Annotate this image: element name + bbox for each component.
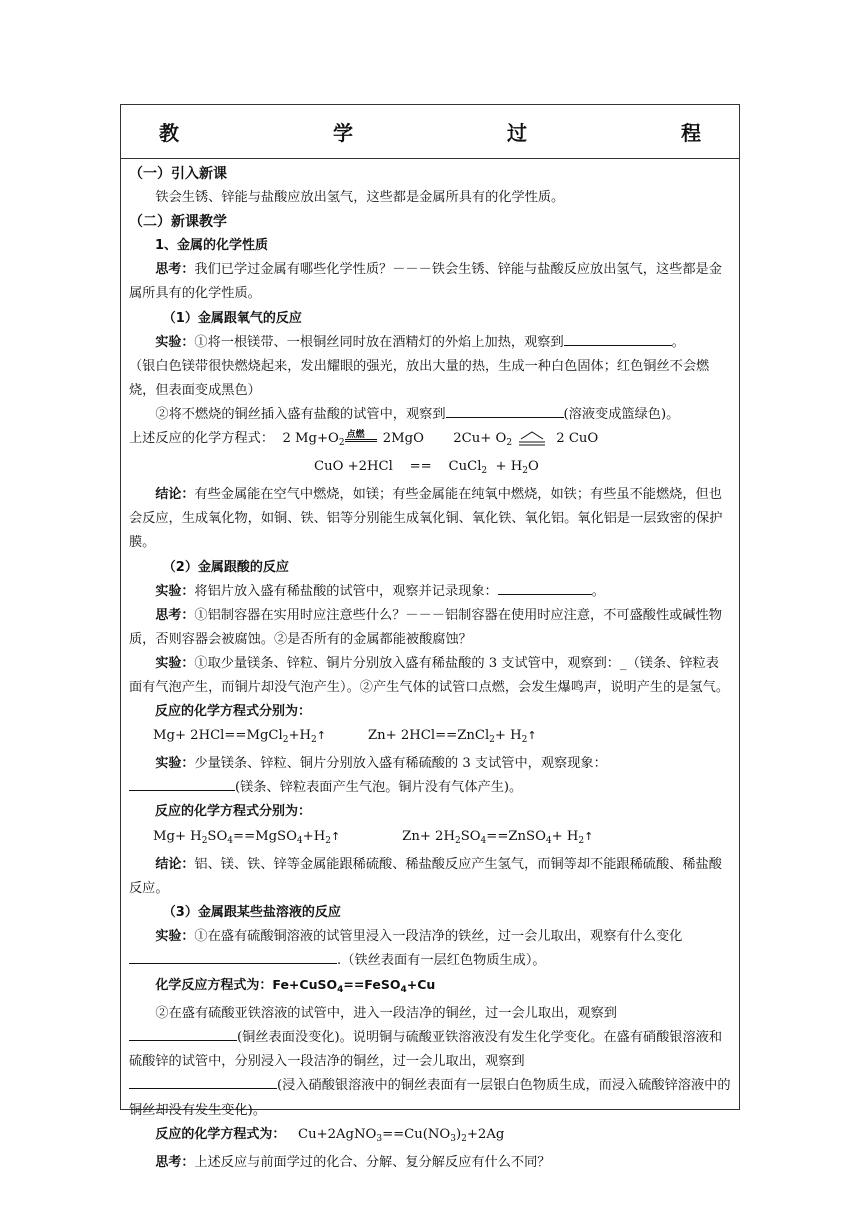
equation-row-4 [129, 825, 731, 853]
think-paragraph-1 [129, 258, 731, 306]
intro-text: 铁会生锈、锌能与盐酸应放出氢气，这些都是金属所具有的化学性质。 [155, 190, 565, 206]
equation-mg-o2 [282, 429, 424, 449]
eq-part: 2Cu+ O [453, 431, 507, 447]
eq-part: CuCl [448, 459, 482, 475]
experiment-4-answer [129, 776, 731, 800]
equation-row-5 [129, 973, 731, 1002]
equation-cu-o2 [453, 431, 599, 449]
conclusion-2 [129, 853, 731, 901]
equation-row-3 [129, 724, 731, 752]
think-text: ①铝制容器在实用时应注意些什么？－－－铝制容器在使用时应注意，不可盛酸性或碱性物质，否则容器会被腐蚀。②是否所有的金属都能被酸腐蚀？ [129, 607, 722, 647]
answer-blank [129, 776, 235, 791]
experiment-text: 将铝片放入盛有稀盐酸的试管中，观察并记录现象： [194, 583, 498, 599]
subscript: 2 [461, 1133, 467, 1144]
gas-arrow-icon: ↑ [316, 729, 326, 743]
title-row [121, 105, 739, 159]
answer-blank [129, 1026, 237, 1041]
section-heading-new: （二）新课教学 [129, 214, 227, 231]
think-text: 上述反应与前面学过的化合、分解、复分解反应有什么不同？ [194, 1154, 551, 1170]
eq-part: SO [207, 828, 228, 844]
ignite-condition [345, 429, 379, 446]
eq-part: 2 CuO [556, 431, 599, 447]
experiment-text: ①取少量镁条、锌粒、铜片分别放入盛有稀盐酸的 3 支试管中，观察到：_（镁条、锌粒表面有气泡产生，而铜片却没气泡产生）。②产生气体的试管口点燃，会发生爆鸣声，说明产生的是氢气。 [129, 655, 730, 695]
equation-label: 反应的化学方程式为： [155, 1126, 286, 1142]
gas-arrow-icon: ↑ [330, 829, 341, 843]
experiment-label: 实验： [155, 756, 195, 772]
part-heading-acid: （2）金属跟酸的反应 [162, 559, 289, 575]
equations-label-1: 反应的化学方程式分别为： [155, 704, 312, 720]
eq-part: ==MgSO [233, 828, 297, 844]
answer-blank [564, 331, 672, 346]
experiment-1a [129, 331, 731, 355]
subscript: 2 [522, 466, 529, 477]
equations-label-2: 反应的化学方程式分别为： [155, 804, 312, 820]
lesson-content [121, 159, 739, 1175]
think-text: 我们已学过金属有哪些化学性质？－－－铁会生锈、锌能与盐酸反应放出氢气，这些都是金属所具有的化学性质。 [129, 262, 722, 302]
page-title: 教 学 过 程 [159, 121, 739, 145]
eq-part: SO [460, 828, 481, 844]
think-label: 思考： [155, 1154, 195, 1170]
experiment-label: 实验： [155, 334, 195, 350]
eq-part: O [528, 459, 539, 475]
subscript: 2 [481, 466, 488, 477]
eq-part: CuO +2HCl [314, 459, 393, 475]
equation-intro: 上述反应的化学方程式： [129, 431, 275, 447]
subscript: 3 [376, 1133, 383, 1144]
think-label: 思考： [155, 607, 195, 623]
subscript: 4 [480, 835, 487, 846]
heat-triangle-icon [518, 431, 546, 447]
subscript: 2 [311, 735, 317, 746]
answer-blank [498, 580, 592, 595]
subscript: 2 [506, 438, 513, 449]
experiment-end: (镁条、锌粒表面产生气泡。铜片没有气体产生)。 [235, 780, 523, 796]
equation-fe-cuso4 [272, 977, 436, 996]
subscript: 2 [521, 735, 528, 746]
eq-part: ==Cu(NO [382, 1126, 451, 1142]
equation-row-6 [129, 1123, 731, 1151]
eq-part: Mg+ 2HCl==MgCl [153, 728, 283, 744]
eq-part: ==FeSO [343, 977, 401, 993]
subscript: 4 [227, 835, 234, 846]
subscript: 2 [489, 735, 495, 746]
conclusion-label: 结论： [155, 487, 195, 503]
eq-part: Zn+ 2H [402, 828, 455, 844]
eq-part: ==ZnSO [486, 828, 546, 844]
answer-blank [129, 949, 337, 964]
experiment-text: ②将不燃烧的铜丝插入盛有盐酸的试管中，观察到 [155, 406, 446, 422]
heat-condition [512, 431, 552, 447]
experiment-4 [129, 752, 731, 776]
eq-part: 2MgO [382, 431, 424, 447]
experiment-5 [129, 925, 731, 973]
part-heading-salt: （3）金属跟某些盐溶液的反应 [162, 904, 341, 920]
part-heading-oxygen: （1）金属跟氧气的反应 [162, 310, 302, 326]
subscript: 4 [545, 835, 552, 846]
conclusion-text: 铝、镁、铁、锌等金属能跟稀硫酸、稀盐酸反应产生氢气，而铜等却不能跟稀硫酸、稀盐酸反应。 [129, 856, 722, 896]
equation-label: 化学反应方程式为： [155, 978, 273, 994]
experiment-3 [129, 652, 731, 700]
subscript: 2 [282, 735, 289, 746]
experiment-end: 。 [671, 334, 685, 350]
experiment-1c [129, 403, 731, 427]
eq-part: + H [551, 828, 579, 844]
equation-row-2 [129, 455, 731, 483]
equation-row-1 [129, 427, 731, 455]
subscript: 4 [400, 985, 407, 996]
experiment-end: (溶液变成篮绿色)。 [563, 406, 680, 422]
subscript: 2 [325, 835, 331, 846]
conclusion-label: 结论： [155, 856, 195, 872]
experiment-label: 实验： [155, 583, 195, 599]
experiment-label: 实验： [155, 655, 195, 671]
experiment-end: .（铁丝表面有一层红色物质生成）。 [337, 953, 546, 968]
experiment-text: ①将一根镁带、一根铜丝同时放在酒精灯的外焰上加热，观察到 [194, 334, 564, 350]
subscript: 2 [338, 438, 345, 449]
experiment-label: 实验： [155, 928, 195, 944]
section-heading-intro: （一）引入新课 [129, 166, 227, 182]
eq-part: +Cu [406, 977, 436, 993]
experiment-2 [129, 580, 731, 604]
answer-blank [129, 1074, 277, 1089]
experiment-text: (铜丝表面没变化)。说明铜与硫酸亚铁溶液没有发生化学变化。在盛有硝酸银溶液和硫酸锌的试管中，分别浸入一段洁净的铜丝，过一会儿取出，观察到 [129, 1030, 723, 1070]
conclusion-text: 有些金属能在空气中燃烧，如镁；有些金属能在纯氧中燃烧，如铁；有些虽不能燃烧，但也会反应，生成氧化物，如铜、铁、铝等分别能生成氧化铜、氧化铁、氧化铝。氧化铝是一层致密的保护膜。 [129, 487, 723, 551]
subscript: 3 [450, 1133, 456, 1144]
subscript: 4 [337, 985, 344, 996]
experiment-end: 。 [591, 583, 605, 599]
experiment-6a [129, 1002, 731, 1026]
lesson-table [120, 104, 740, 1170]
conclusion-1 [129, 483, 731, 555]
experiment-text: ②在盛有硫酸亚铁溶液的试管中，进入一段洁净的铜丝，过一会儿取出，观察到 [155, 1006, 617, 1022]
eq-part: + H [494, 728, 522, 744]
condition-label: 点燃 [346, 429, 365, 440]
subscript: 4 [296, 835, 303, 846]
eq-part: Fe+CuSO [272, 977, 338, 993]
gas-arrow-icon: ↑ [584, 829, 594, 843]
eq-part: Mg+ H [153, 828, 202, 844]
eq-part: Zn+ 2HCl==ZnCl [368, 728, 490, 744]
experiment-6b [129, 1026, 731, 1074]
eq-part: Cu+2AgNO [297, 1126, 377, 1142]
experiment-1b: （银白色镁带很快燃烧起来，发出耀眼的强光，放出大量的热，生成一种白色固体；红色铜丝不会燃烧，但表面变成黑色） [129, 358, 710, 398]
eq-part: +H [302, 828, 326, 844]
eq-part: + H [491, 459, 523, 475]
subscript: 2 [201, 835, 208, 846]
eq-part: ) [455, 1126, 462, 1142]
answer-blank [446, 403, 564, 418]
eq-part: +H [288, 728, 312, 744]
experiment-text: (浸入硝酸银溶液中的铜丝表面有一层银白色物质生成，而浸入硫酸锌溶液中的铜丝却没有发生变化)。 [129, 1078, 731, 1118]
eq-part: 2 Mg+O [282, 431, 339, 447]
subscript: 2 [578, 835, 585, 846]
experiment-text: ①在盛有硫酸铜溶液的试管里浸入一段洁净的铁丝，过一会儿取出，观察有什么变化 [194, 928, 683, 944]
think-paragraph-3 [129, 1151, 731, 1175]
think-paragraph-2 [129, 604, 731, 652]
experiment-text: 少量镁条、锌粒、铜片分别放入盛有稀硫酸的 3 支试管中，观察现象： [194, 756, 607, 772]
subheading-metal-properties: 1、金属的化学性质 [155, 238, 269, 254]
eq-part: +2Ag [466, 1126, 505, 1142]
experiment-6c [129, 1074, 731, 1122]
gas-arrow-icon: ↑ [527, 729, 537, 743]
eq-sign: == [409, 459, 432, 475]
equals-sign [345, 439, 377, 442]
think-label: 思考： [155, 262, 195, 278]
subscript: 2 [454, 835, 461, 846]
